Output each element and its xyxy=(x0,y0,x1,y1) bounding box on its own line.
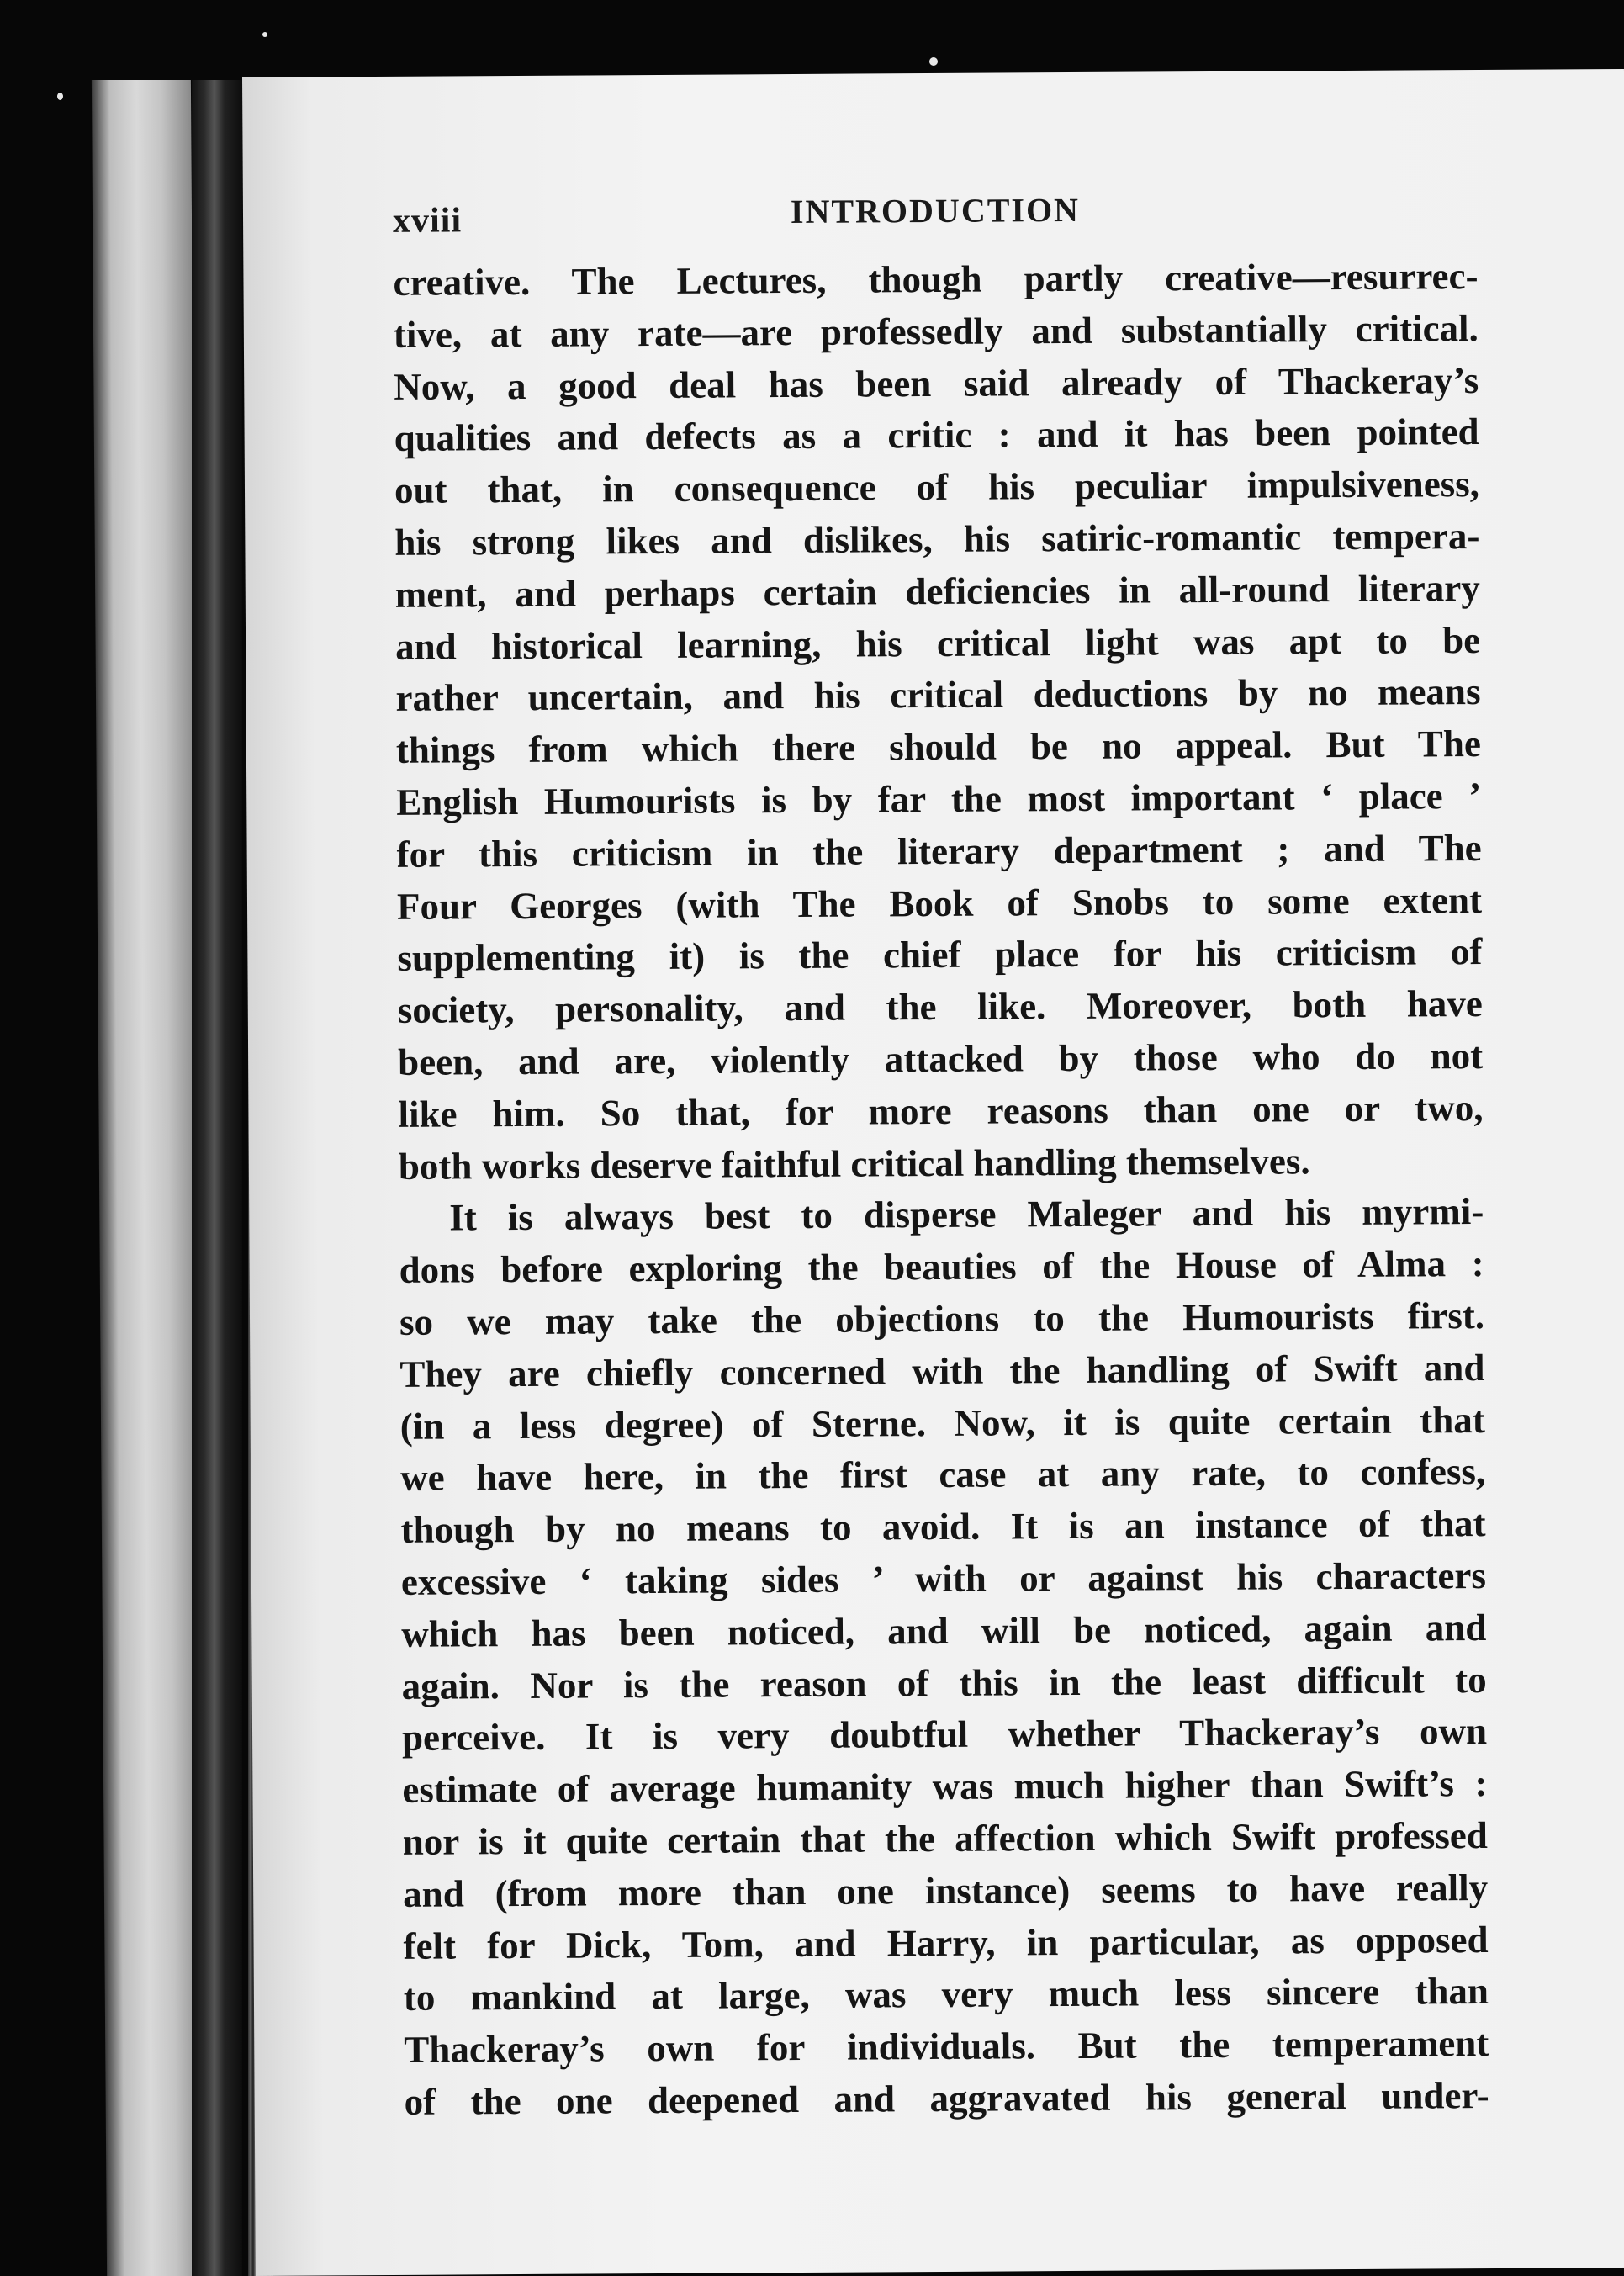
facing-page-edge xyxy=(92,80,206,2276)
scan-speck xyxy=(57,93,63,100)
page-number: xviii xyxy=(392,201,463,241)
text-line: estimate of average humanity was much higher than Swift’s : xyxy=(402,1762,1488,1811)
text-line: to mankind at large, was very much less sincere than xyxy=(403,1970,1489,2019)
text-line: ment, and perhaps certain deficiencies in all-round literary xyxy=(394,566,1480,616)
text-line: been, and are, violently attacked by those who do not xyxy=(398,1034,1484,1083)
text-line: tive, at any rate—are professedly and substantially critical. xyxy=(393,306,1479,356)
text-line: supplementing it) is the chief place for his criticism of xyxy=(397,930,1483,980)
text-line: nor is it quite certain that the affection which Swift professed xyxy=(402,1813,1488,1863)
text-line: English Humourists is by far the most important ‘ place ’ xyxy=(396,774,1482,823)
text-line: again. Nor is the reason of this in the least difficult to xyxy=(401,1658,1487,1707)
text-line: of the one deepened and aggravated his general under- xyxy=(404,2073,1489,2123)
text-line: for this criticism in the literary department ; and The xyxy=(396,826,1482,876)
scan-speck xyxy=(929,57,938,66)
text-line: perceive. It is very doubtful whether Thackeray’s own xyxy=(401,1710,1488,1760)
page-header xyxy=(393,188,1478,245)
text-line: his strong likes and dislikes, his satiric-romantic tempera- xyxy=(394,515,1480,564)
paragraph-first-line: It is always best to disperse Maleger and his myrmi- xyxy=(449,1190,1484,1239)
text-line: Now, a good deal has been said already of Thackeray’s xyxy=(394,358,1479,408)
text-line: and (from more than one instance) seems to have really xyxy=(403,1866,1489,1915)
text-line: creative. The Lectures, though partly creative—resurrec- xyxy=(393,255,1479,304)
text-line: which has been noticed, and will be noticed, again and xyxy=(401,1606,1487,1655)
text-line: and historical learning, his critical light was apt to be xyxy=(394,618,1481,668)
text-line: like him. So that, for more reasons than one or two, xyxy=(398,1086,1484,1135)
scan-speck xyxy=(262,32,267,37)
book-gutter xyxy=(192,80,242,2276)
text-line: Thackeray’s own for individuals. But the temperament xyxy=(404,2022,1489,2071)
text-line: qualities and defects as a critic : and it has been pointed xyxy=(394,410,1479,460)
text-line: (in a less degree) of Sterne. Now, it is quite certain that xyxy=(399,1398,1485,1448)
text-line: both works deserve faithful critical handling themselves. xyxy=(398,1139,1310,1188)
text-line: excessive ‘ taking sides ’ with or against his characters xyxy=(400,1554,1487,1603)
text-line: dons before exploring the beauties of the House of Alma : xyxy=(399,1242,1484,1292)
text-line: rather uncertain, and his critical deductions by no means xyxy=(395,670,1481,720)
text-line: we have here, in the first case at any rate, to confess, xyxy=(400,1450,1486,1500)
body-text xyxy=(393,251,1489,2129)
text-line: so we may take the objections to the Humourists first. xyxy=(399,1294,1485,1343)
text-line: felt for Dick, Tom, and Harry, in particular, as opposed xyxy=(403,1918,1489,1967)
text-line: society, personality, and the like. Moreover, both have xyxy=(397,982,1483,1032)
book-page xyxy=(242,69,1624,2276)
text-line: though by no means to avoid. It is an instance of that xyxy=(400,1502,1486,1552)
text-line: out that, in consequence of his peculiar impulsiveness, xyxy=(394,463,1480,512)
text-line: Four Georges (with The Book of Snobs to some extent xyxy=(396,878,1483,928)
text-line: They are chiefly concerned with the handling of Swift and xyxy=(399,1346,1485,1395)
running-head: INTRODUCTION xyxy=(790,190,1081,231)
text-line: things from which there should be no appeal. But The xyxy=(395,722,1482,772)
